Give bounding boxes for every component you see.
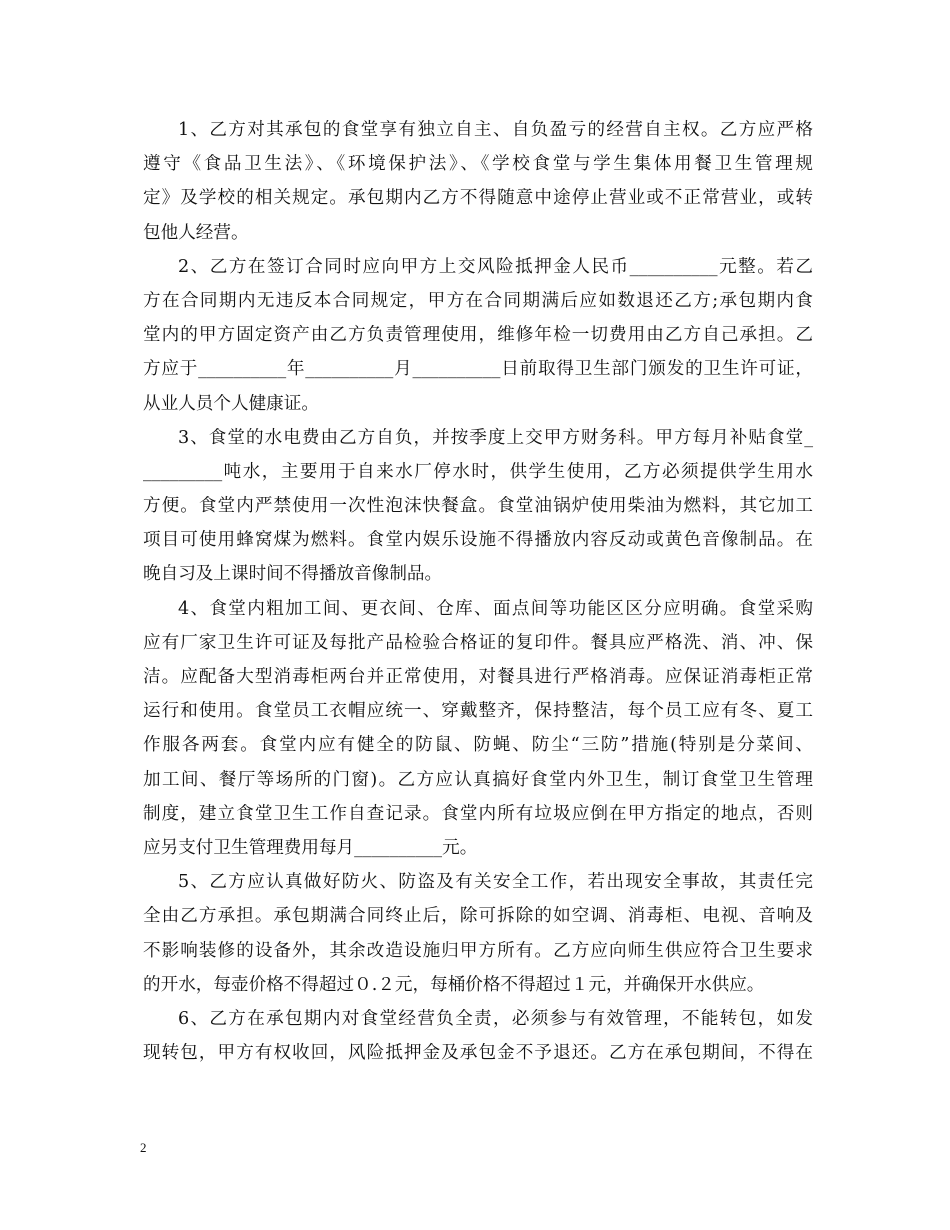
text-line: 5、乙方应认真做好防火、防盗及有关安全工作，若出现安全事故，其责任完 bbox=[178, 872, 813, 893]
text-line: 4、食堂内粗加工间、更衣间、仓库、面点间等功能区区分应明确。食堂采购 bbox=[178, 598, 813, 619]
text-line: 方在合同期内无违反本合同规定，甲方在合同期满后应如数退还乙方;承包期内食 bbox=[143, 290, 813, 311]
text-line: 不影响装修的设备外，其余改造设施归甲方所有。乙方应向师生供应符合卫生要求 bbox=[143, 940, 813, 961]
text-line: 6、乙方在承包期内对食堂经营负全责，必须参与有效管理，不能转包，如发 bbox=[178, 1008, 813, 1029]
text-line: 堂内的甲方固定资产由乙方负责管理使用，维修年检一切费用由乙方自己承担。乙 bbox=[143, 325, 813, 346]
document-body bbox=[143, 113, 813, 1070]
text-line: 制度，建立食堂卫生工作自查记录。食堂内所有垃圾应倒在甲方指定的地点，否则 bbox=[143, 803, 813, 824]
text-line: 1、乙方对其承包的食堂享有独立自主、自负盈亏的经营自主权。乙方应严格 bbox=[178, 120, 813, 140]
page-number: 2 bbox=[140, 1140, 147, 1155]
text-line: _________吨水，主要用于自来水厂停水时，供学生使用，乙方必须提供学生用水 bbox=[143, 461, 813, 482]
text-line: 包他人经营。 bbox=[143, 222, 249, 243]
text-line: 晚自习及上课时间不得播放音像制品。 bbox=[143, 564, 443, 585]
text-line: 项目可使用蜂窝煤为燃料。食堂内娱乐设施不得播放内容反动或黄色音像制品。在 bbox=[143, 530, 813, 551]
text-line: 加工间、餐厅等场所的门窗)。乙方应认真搞好食堂内外卫生，制订食堂卫生管理 bbox=[143, 769, 813, 790]
text-line: 遵守《食品卫生法》、《环境保护法》、《学校食堂与学生集体用餐卫生管理规 bbox=[143, 154, 813, 175]
text-line: 2、乙方在签订合同时应向甲方上交风险抵押金人民币__________元整。若乙 bbox=[178, 256, 813, 277]
text-line: 3、食堂的水电费由乙方自负，并按季度上交甲方财务科。甲方每月补贴食堂_ bbox=[178, 427, 813, 448]
text-line: 定》及学校的相关规定。承包期内乙方不得随意中途停止营业或不正常营业，或转 bbox=[143, 188, 813, 209]
text-line: 方便。食堂内严禁使用一次性泡沫快餐盒。食堂油锅炉使用柴油为燃料，其它加工 bbox=[143, 496, 813, 517]
text-line: 现转包，甲方有权收回，风险抵押金及承包金不予退还。乙方在承包期间，不得在 bbox=[143, 1043, 813, 1064]
text-line: 应有厂家卫生许可证及每批产品检验合格证的复印件。餐具应严格洗、消、冲、保 bbox=[143, 632, 813, 653]
text-line: 运行和使用。食堂员工衣帽应统一、穿戴整齐，保持整洁，每个员工应有冬、夏工 bbox=[143, 701, 813, 722]
text-line: 的开水，每壶价格不得超过０.２元，每桶价格不得超过１元，并确保开水供应。 bbox=[143, 974, 765, 995]
text-line: 从业人员个人健康证。 bbox=[143, 393, 319, 414]
text-line: 洁。应配备大型消毒柜两台并正常使用，对餐具进行严格消毒。应保证消毒柜正常 bbox=[143, 667, 813, 687]
text-line: 作服各两套。食堂内应有健全的防鼠、防蝇、防尘“三防”措施(特别是分菜间、 bbox=[143, 735, 813, 756]
text-line: 全由乙方承担。承包期满合同终止后，除可拆除的如空调、消毒柜、电视、音响及 bbox=[143, 906, 813, 927]
text-line: 应另支付卫生管理费用每月__________元。 bbox=[143, 837, 478, 858]
text-line: 方应于__________年__________月__________日前取得卫生部门颁发的卫生许可证， bbox=[143, 359, 813, 380]
